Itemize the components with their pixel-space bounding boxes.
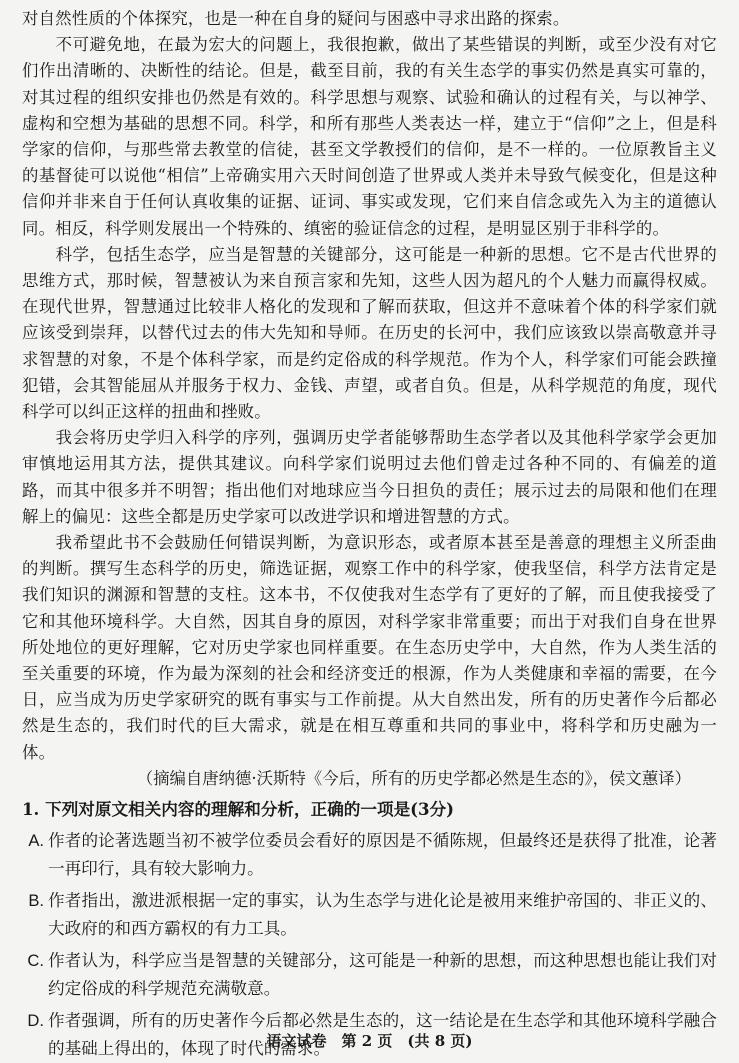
page-footer: 语文试卷 第 2 页 (共 8 页): [266, 1032, 473, 1050]
question-stem: 1. 下列对原文相关内容的理解和分析，正确的一项是(3分): [22, 799, 455, 820]
option-letter: A.: [28, 830, 44, 850]
option-c: [22, 947, 717, 1003]
option-b: [22, 887, 717, 943]
option-letter: C.: [27, 950, 44, 970]
passage-paragraph: 对自然性质的个体探究，也是一种在自身的疑问与困惑中寻求出路的探索。: [22, 9, 570, 28]
option-text: 作者认为，科学应当是智慧的关键部分，这可能是一种新的思想，而这种思想也能让我们对约定俗成的科学规范充满敬意。: [48, 950, 717, 998]
question-1: [22, 796, 717, 1063]
option-letter: B.: [28, 890, 44, 910]
passage-source: （摘编自唐纳德·沃斯特《今后，所有的历史学都必然是生态的》，侯文蕙译）: [136, 768, 691, 788]
passage-paragraph: 我会将历史学归入科学的序列，强调历史学者能够帮助生态学者以及其他科学家学会更加审慎地运用其方法，提供其建议。向科学家们说明过去他们曾走过各种不同的、有偏差的道路，而其中很多并不明智；指出他们对地球应当今日担负的责任；展示过去的局限和他们在理解上的偏见：这些全都是历史学家可以改进学识和增进智慧的方式。: [22, 428, 717, 526]
passage-paragraph: 不可避免地，在最为宏大的问题上，我很抱歉，做出了某些错误的判断，或至少没有对它们作出清晰的、决断性的结论。但是，截至目前，我的有关生态学的事实仍然是真实可靠的，对其过程的组织安排也仍然是有效的。科学思想与观察、试验和确认的过程有关，与以神学、虚构和空想为基础的思想不同。科学，和所有那些人类表达一样，建立于“信仰”之上，但是科学家的信仰，与那些常去教堂的信徒，甚至文学教授们的信仰，是不一样的。一位原教旨主义的基督徒可以说他“相信”上帝确实用六天时间创造了世界或人类并未导致气候变化，但是这种信仰并非来自于任何认真收集的证据、证词、事实或发现，它们来自信念或先入为主的道德认同。相反，科学则发展出一个特殊的、缜密的验证信念的过程，是明显区别于非科学的。: [22, 35, 717, 238]
option-letter: D.: [27, 1010, 44, 1030]
passage-paragraph: 我希望此书不会鼓励任何错误判断，为意识形态，或者原本甚至是善意的理想主义所歪曲的判断。撰写生态科学的历史，筛选证据，观察工作中的科学家，使我坚信，科学方法肯定是我们知识的渊源和智慧的支柱。这本书，不仅使我对生态学有了更好的了解，而且使我接受了它和其他环境科学。大自然，因其自身的原因，对科学家非常重要；而出于对我们自身在世界所处地位的更好理解，它对历史学家也同样重要。在生态历史学中，大自然，作为人类生活的至关重要的环境，作为最为深刻的社会和经济变迁的根源，作为人类健康和幸福的需要，在今日，应当成为历史学家研究的既有事实与工作前提。从大自然出发，所有的历史著作今后都必然是生态的，我们时代的巨大需求，就是在相互尊重和共同的事业中，将科学和历史融为一体。: [22, 533, 717, 762]
question-options: [22, 827, 717, 1063]
passage-paragraph: 科学，包括生态学，应当是智慧的关键部分，这可能是一种新的思想。它不是古代世界的思维方式，那时候，智慧被认为来自预言家和先知，这些人因为超凡的个人魅力而赢得权威。在现代世界，智慧通过比较非人格化的发现和了解而获取，但这并不意味着个体的科学家们就应该受到崇拜，以替代过去的伟大先知和导师。在历史的长河中，我们应该致以崇高敬意并寻求智慧的对象，不是个体科学家，而是约定俗成的科学规范。作为个人，科学家们可能会跌撞犯错，会其智能屈从并服务于权力、金钱、声望，或者自负。但是，从科学规范的角度，现代科学可以纠正这样的扭曲和挫败。: [22, 244, 717, 422]
reading-passage: [22, 6, 717, 766]
option-text: 作者指出，激进派根据一定的事实，认为生态学与进化论是被用来维护帝国的、非正义的、大政府的和西方霸权的有力工具。: [48, 890, 717, 938]
option-text: 作者的论著选题当初不被学位委员会看好的原因是不循陈规，但最终还是获得了批准，论著一再印行，具有较大影响力。: [48, 830, 717, 878]
option-text: 作者强调，所有的历史著作今后都必然是生态的，这一结论是在生态学和其他环境科学融合的基础上得出的，体现了时代的需求。: [48, 1010, 717, 1058]
option-a: [22, 827, 717, 883]
